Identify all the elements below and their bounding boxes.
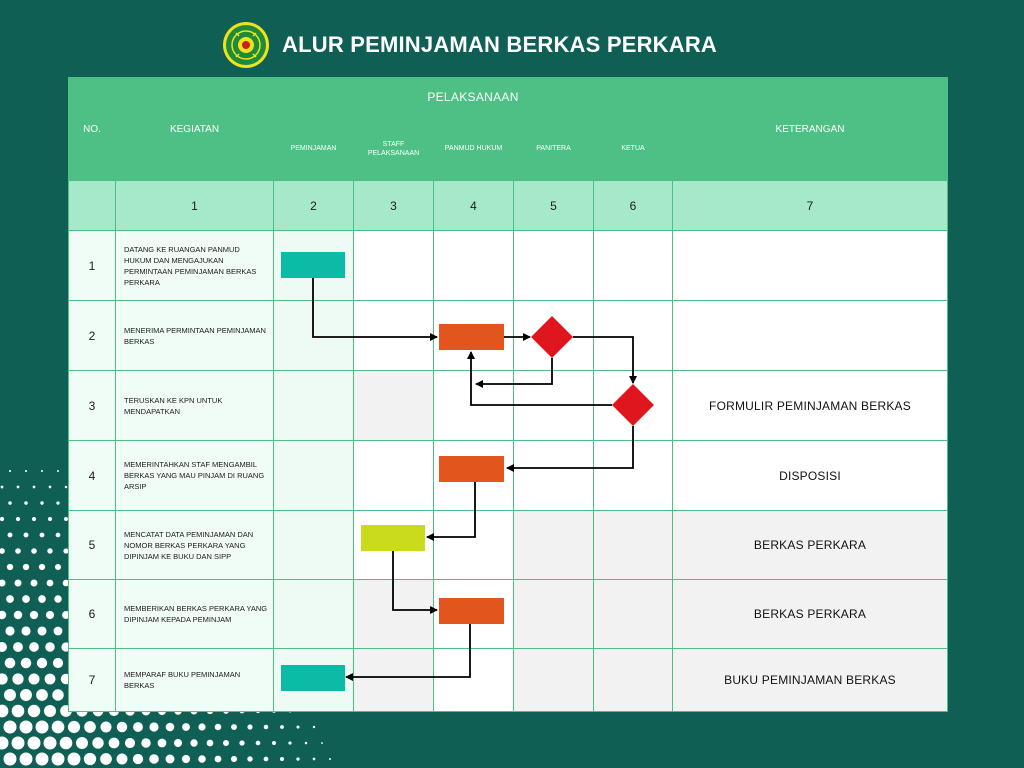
- row-keterangan: BERKAS PERKARA: [673, 580, 948, 649]
- decorative-dot: [198, 723, 205, 730]
- decorative-dot: [4, 689, 16, 701]
- cell: [514, 371, 594, 441]
- row-kegiatan: MEMBERIKAN BERKAS PERKARA YANG DIPINJAM KEPADA PEMINJAM: [116, 580, 274, 649]
- cell: [274, 231, 354, 301]
- decorative-dot: [49, 486, 52, 489]
- table-row: [69, 580, 948, 649]
- header-no: NO.: [69, 78, 116, 181]
- header-role-peminjaman: PEMINJAMAN: [274, 117, 354, 181]
- decorative-dot: [25, 470, 27, 472]
- decorative-dot: [20, 689, 32, 701]
- decorative-dot: [264, 725, 268, 729]
- cell: [434, 371, 514, 441]
- decorative-dot: [12, 673, 23, 684]
- decorative-dot: [37, 626, 46, 635]
- decorative-dot: [76, 737, 88, 749]
- cell: [514, 649, 594, 712]
- decorative-dot: [52, 753, 65, 766]
- cell: [434, 301, 514, 371]
- decorative-dot: [158, 739, 167, 748]
- decorative-dot: [9, 470, 11, 472]
- column-number: 5: [514, 181, 594, 231]
- row-number: 6: [69, 580, 116, 649]
- decorative-dot: [141, 738, 150, 747]
- decorative-dot: [36, 753, 49, 766]
- cell: [274, 441, 354, 511]
- decorative-dot: [24, 533, 29, 538]
- cell: [274, 580, 354, 649]
- decorative-dot: [305, 742, 308, 745]
- table-row: [69, 511, 948, 580]
- column-number: 6: [594, 181, 673, 231]
- decorative-dot: [280, 757, 284, 761]
- decorative-dot: [47, 580, 54, 587]
- court-emblem-logo: [222, 20, 270, 70]
- decorative-dot: [40, 501, 43, 504]
- decorative-dot: [215, 756, 222, 763]
- decorative-dot: [133, 722, 143, 732]
- cell: [434, 580, 514, 649]
- decorative-dot: [247, 724, 252, 729]
- decorative-dot: [13, 642, 23, 652]
- decorative-dot: [48, 517, 52, 521]
- row-number: 3: [69, 371, 116, 441]
- decorative-dot: [20, 753, 33, 766]
- decorative-dot: [17, 486, 20, 489]
- decorative-dot: [29, 642, 39, 652]
- decorative-dot: [264, 757, 269, 762]
- decorative-dot: [46, 611, 54, 619]
- decorative-dot: [313, 758, 316, 761]
- cell: [434, 649, 514, 712]
- decorative-dot: [4, 721, 17, 734]
- decorative-dot: [44, 737, 57, 750]
- row-number: 5: [69, 511, 116, 580]
- decorative-dot: [41, 470, 43, 472]
- decorative-dot: [1, 486, 4, 489]
- column-number: 7: [673, 181, 948, 231]
- cell: [354, 231, 434, 301]
- decorative-dot: [321, 742, 323, 744]
- column-number: 2: [274, 181, 354, 231]
- decorative-dot: [0, 737, 9, 750]
- column-number: 4: [434, 181, 514, 231]
- cell: [594, 371, 673, 441]
- decorative-dot: [247, 756, 252, 761]
- decorative-dot: [52, 721, 65, 734]
- column-number: 1: [116, 181, 274, 231]
- cell: [274, 301, 354, 371]
- decorative-dot: [57, 470, 59, 472]
- decorative-dot: [92, 737, 103, 748]
- decorative-dot: [39, 564, 45, 570]
- row-keterangan: [673, 301, 948, 371]
- row-kegiatan: MENERIMA PERMINTAAN PEMINJAMAN BERKAS: [116, 301, 274, 371]
- decorative-dot: [313, 726, 315, 728]
- decorative-dot: [36, 721, 49, 734]
- row-number: 4: [69, 441, 116, 511]
- decorative-dot: [24, 501, 28, 505]
- cell: [514, 231, 594, 301]
- decorative-dot: [14, 579, 21, 586]
- table-row: [69, 441, 948, 511]
- cell: [594, 580, 673, 649]
- decorative-dot: [52, 689, 63, 700]
- decorative-dot: [100, 753, 112, 765]
- header-role-staff-pelaksanaan: STAFF PELAKSANAAN: [354, 117, 434, 181]
- cell: [354, 441, 434, 511]
- decorative-dot: [296, 725, 299, 728]
- decorative-dot: [37, 658, 47, 668]
- decorative-dot: [8, 501, 12, 505]
- decorative-dot: [215, 724, 222, 731]
- row-kegiatan: MENCATAT DATA PEMINJAMAN DAN NOMOR BERKAS PERKARA YANG DIPINJAM KE BUKU DAN SIPP: [116, 511, 274, 580]
- decorative-dot: [125, 738, 135, 748]
- decorative-dot: [5, 626, 14, 635]
- decorative-dot: [207, 740, 214, 747]
- cell: [434, 441, 514, 511]
- table-row: [69, 301, 948, 371]
- decorative-dot: [0, 548, 5, 554]
- decorative-dot: [23, 564, 29, 570]
- header-role-panmud-hukum: PANMUD HUKUM: [434, 117, 514, 181]
- decorative-dot: [100, 721, 111, 732]
- decorative-dot: [231, 724, 237, 730]
- decorative-dot: [117, 754, 128, 765]
- cell: [354, 511, 434, 580]
- row-kegiatan: TERUSKAN KE KPN UNTUK MENDAPATKAN: [116, 371, 274, 441]
- decorative-dot: [7, 564, 13, 570]
- decorative-dot: [166, 723, 175, 732]
- decorative-dot: [21, 626, 30, 635]
- header-kegiatan: KEGIATAN: [116, 78, 274, 181]
- column-number: 3: [354, 181, 434, 231]
- decorative-dot: [68, 753, 81, 766]
- cell: [274, 371, 354, 441]
- decorative-dot: [28, 673, 39, 684]
- decorative-dot: [30, 611, 38, 619]
- decorative-dot: [21, 658, 32, 669]
- decorative-dot: [16, 517, 20, 521]
- decorative-dot: [174, 739, 182, 747]
- decorative-dot: [15, 548, 21, 554]
- decorative-dot: [296, 757, 299, 760]
- cell: [514, 441, 594, 511]
- decorative-dot: [256, 741, 261, 746]
- cell: [594, 231, 673, 301]
- decorative-dot: [47, 548, 52, 553]
- decorative-dot: [6, 595, 14, 603]
- decorative-dot: [31, 548, 37, 554]
- page-title: ALUR PEMINJAMAN BERKAS PERKARA: [282, 32, 718, 57]
- decorative-dot: [109, 738, 120, 749]
- decorative-dot: [36, 689, 48, 701]
- decorative-dot: [55, 564, 61, 570]
- row-keterangan: BERKAS PERKARA: [673, 511, 948, 580]
- decorative-dot: [182, 755, 190, 763]
- cell: [594, 649, 673, 712]
- decorative-dot: [60, 737, 73, 750]
- decorative-dot: [5, 658, 16, 669]
- column-number: [69, 181, 116, 231]
- decorative-dot: [190, 739, 197, 746]
- row-kegiatan: MEMPARAF BUKU PEMINJAMAN BERKAS: [116, 649, 274, 712]
- decorative-dot: [45, 674, 56, 685]
- cell: [514, 301, 594, 371]
- decorative-dot: [149, 722, 158, 731]
- row-keterangan: FORMULIR PEMINJAMAN BERKAS: [673, 371, 948, 441]
- header-keterangan: KETERANGAN: [673, 78, 948, 181]
- decorative-dot: [53, 658, 63, 668]
- header-role-ketua: KETUA: [594, 117, 673, 181]
- decorative-dot: [54, 595, 61, 602]
- decorative-dot: [32, 517, 36, 521]
- decorative-dot: [198, 755, 206, 763]
- row-number: 2: [69, 301, 116, 371]
- cell: [354, 301, 434, 371]
- cell: [274, 511, 354, 580]
- decorative-dot: [0, 611, 6, 619]
- cell: [594, 441, 673, 511]
- decorative-dot: [84, 753, 96, 765]
- decorative-dot: [0, 673, 8, 684]
- decorative-dot: [166, 755, 175, 764]
- row-number: 1: [69, 231, 116, 301]
- decorative-dot: [31, 580, 38, 587]
- decorative-dot: [182, 723, 190, 731]
- row-number: 7: [69, 649, 116, 712]
- cell: [514, 511, 594, 580]
- decorative-dot: [239, 740, 244, 745]
- cell: [354, 649, 434, 712]
- decorative-dot: [4, 753, 17, 766]
- table-row: [69, 649, 948, 712]
- cell: [514, 580, 594, 649]
- decorative-dot: [22, 595, 30, 603]
- decorative-dot: [84, 721, 96, 733]
- decorative-dot: [0, 642, 7, 652]
- decorative-dot: [0, 517, 4, 521]
- decorative-dot: [8, 533, 13, 538]
- decorative-dot: [117, 722, 127, 732]
- decorative-dot: [65, 486, 68, 489]
- decorative-dot: [33, 486, 36, 489]
- decorative-dot: [56, 501, 59, 504]
- decorative-dot: [14, 611, 22, 619]
- decorative-dot: [38, 595, 46, 603]
- decorative-dot: [12, 705, 25, 718]
- table-row: [69, 371, 948, 441]
- decorative-dot: [223, 740, 229, 746]
- cell: [354, 371, 434, 441]
- decorative-dot: [0, 705, 8, 718]
- decorative-dot: [272, 741, 276, 745]
- decorative-dot: [28, 737, 41, 750]
- decorative-dot: [280, 725, 284, 729]
- decorative-dot: [149, 754, 159, 764]
- decorative-dot: [40, 533, 45, 538]
- decorative-dot: [20, 721, 33, 734]
- decorative-dot: [44, 705, 56, 717]
- cell: [274, 649, 354, 712]
- cell: [434, 511, 514, 580]
- decorative-dot: [288, 741, 291, 744]
- row-kegiatan: DATANG KE RUANGAN PANMUD HUKUM DAN MENGAJUKAN PERMINTAAN PEMINJAMAN BERKAS PERKARA: [116, 231, 274, 301]
- header-pelaksanaan: PELAKSANAAN: [274, 78, 673, 117]
- header-role-panitera: PANITERA: [514, 117, 594, 181]
- row-keterangan: [673, 231, 948, 301]
- row-kegiatan: MEMERINTAHKAN STAF MENGAMBIL BERKAS YANG MAU PINJAM DI RUANG ARSIP: [116, 441, 274, 511]
- decorative-dot: [54, 627, 63, 636]
- cell: [434, 231, 514, 301]
- decorative-dot: [28, 705, 40, 717]
- decorative-dot: [45, 642, 55, 652]
- decorative-dot: [68, 721, 80, 733]
- decorative-dot: [0, 579, 6, 586]
- decorative-dot: [133, 754, 143, 764]
- page-header: [222, 20, 717, 70]
- decorative-dot: [56, 533, 61, 538]
- decorative-dot: [12, 737, 25, 750]
- table-row: [69, 231, 948, 301]
- cell: [594, 301, 673, 371]
- decorative-dot: [231, 756, 237, 762]
- row-keterangan: BUKU PEMINJAMAN BERKAS: [673, 649, 948, 712]
- decorative-dot: [329, 758, 331, 760]
- cell: [354, 580, 434, 649]
- row-keterangan: DISPOSISI: [673, 441, 948, 511]
- flow-table: [68, 77, 948, 712]
- cell: [594, 511, 673, 580]
